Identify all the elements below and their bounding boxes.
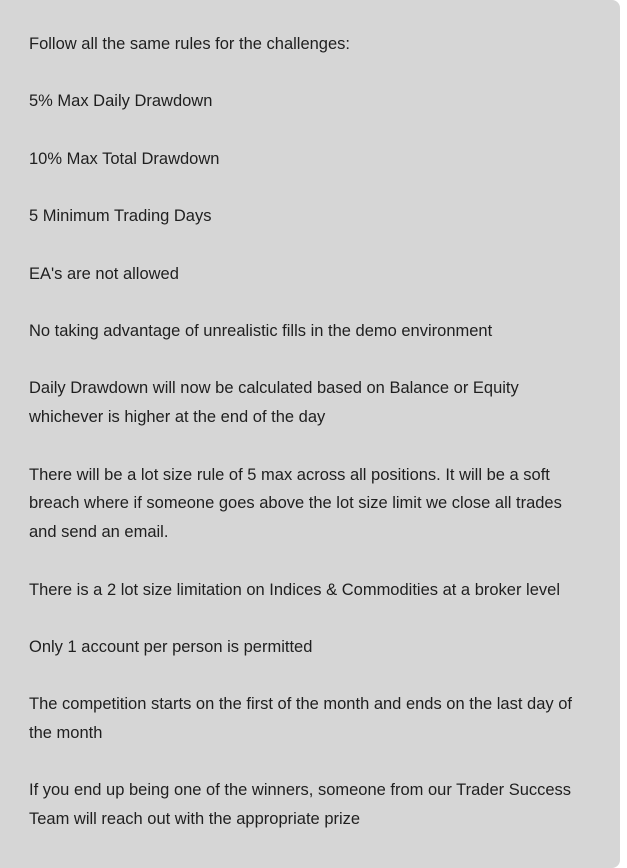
rule-daily-drawdown-calculation: Daily Drawdown will now be calculated based on Balance or Equity whichever is higher at the end of the day [29, 379, 519, 427]
rule-winner-contact: If you end up being one of the winners, someone from our Trader Success Team will reach out with the appropriate prize [29, 781, 572, 829]
rule-unrealistic-fills: No taking advantage of unrealistic fills in the demo environment [29, 321, 493, 340]
rule-lot-size-limit: There will be a lot size rule of 5 max across all positions. It will be a soft breach where if someone goes above the lot size limit we close all trades and send an email. [29, 465, 562, 542]
rules-intro: Follow all the same rules for the challenges: [29, 35, 350, 53]
rule-indices-commodities-limit: There is a 2 lot size limitation on Indices & Commodities at a broker level [29, 580, 560, 599]
rule-one-account-per-person: Only 1 account per person is permitted [29, 637, 313, 656]
rule-minimum-trading-days: 5 Minimum Trading Days [29, 207, 212, 226]
rule-max-total-drawdown: 10% Max Total Drawdown [29, 149, 220, 168]
rule-ea-not-allowed: EA's are not allowed [29, 264, 179, 283]
rule-competition-period: The competition starts on the first of the month and ends on the last day of the month [29, 695, 572, 743]
rule-max-daily-drawdown: 5% Max Daily Drawdown [29, 92, 213, 111]
